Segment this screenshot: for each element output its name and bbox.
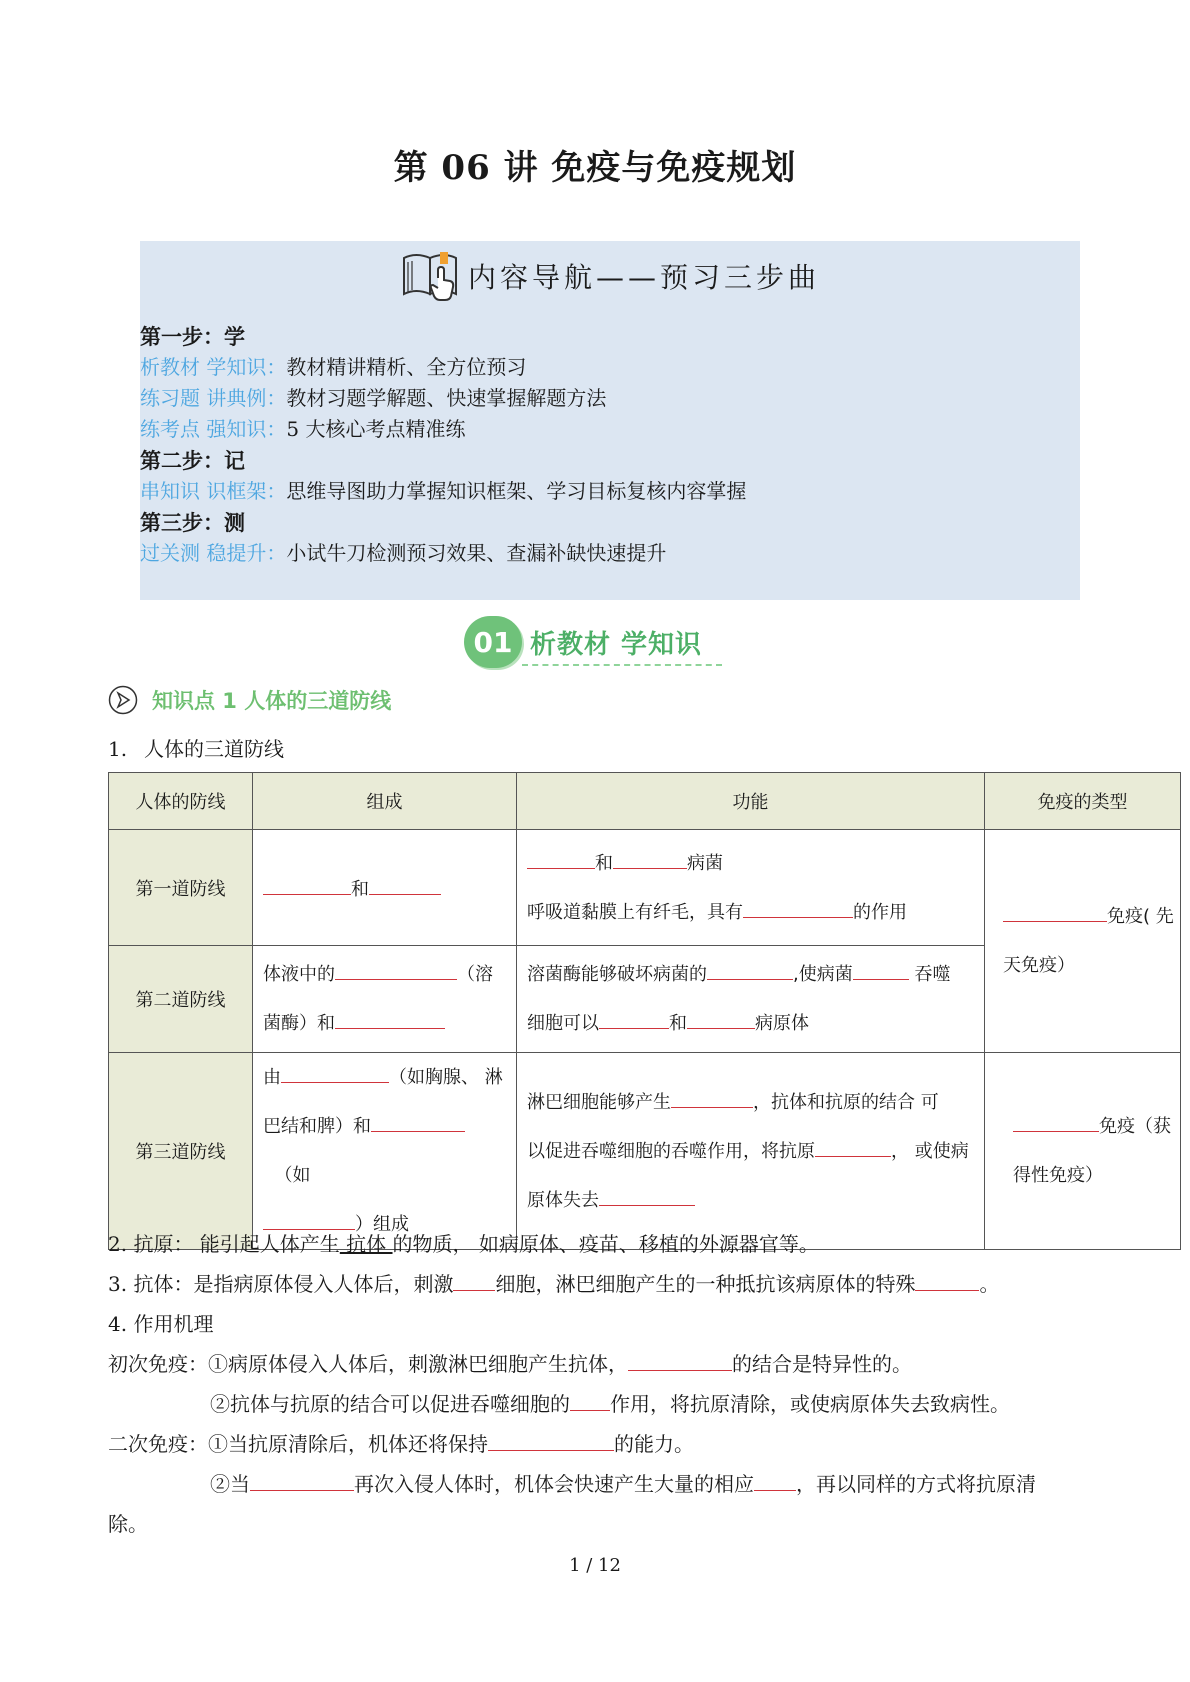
nav-item: 析教材 学知识：教材精讲精析、全方位预习 (140, 355, 527, 379)
table-cell: 溶菌酶能够破坏病菌的 ,使病菌 吞噬 细胞可以 和 病原体 (517, 946, 985, 1053)
section-banner (464, 614, 730, 670)
section-title: 析教材 学知识 (530, 629, 703, 660)
knowledge-point-title: 知识点 1 人体的三道防线 (152, 689, 392, 713)
fill-blank[interactable] (613, 849, 687, 869)
fill-blank[interactable] (754, 1469, 796, 1491)
fill-blank[interactable] (371, 1112, 465, 1132)
step-1-heading: 第一步：学 (140, 324, 245, 349)
table-row (109, 830, 1181, 946)
fill-blank[interactable] (369, 875, 441, 895)
nav-title: 内容导航——预习三步曲 (467, 261, 820, 294)
paragraph-antigen: 2. 抗原： 能引起人体产生 抗体 的物质， 如病原体、疫苗、移植的外源器官等。 (108, 1232, 819, 1256)
fill-blank[interactable] (335, 1009, 445, 1029)
nav-lines (140, 321, 746, 569)
page-number: 1 / 12 (569, 1555, 621, 1576)
knowledge-point-heading (108, 685, 391, 715)
arrow-circle-icon (108, 685, 138, 715)
step-2-heading: 第二步：记 (140, 448, 245, 473)
paragraph-primary-immunity: 初次免疫：①病原体侵入人体后，刺激淋巴细胞产生抗体， 的结合是特异性的。 (108, 1348, 912, 1377)
fill-blank[interactable] (570, 1389, 610, 1411)
fill-blank[interactable] (599, 1186, 695, 1206)
fill-blank[interactable] (599, 1009, 669, 1029)
paragraph-primary-immunity-2: ②抗体与抗原的结合可以促进吞噬细胞的 作用，将抗原清除，或使病原体失去致病性。 (210, 1388, 1010, 1417)
table-cell: 免疫（获 得性免疫） (985, 1053, 1181, 1250)
row-header: 第一道防线 (109, 830, 253, 946)
page-title: 第 06 讲 免疫与免疫规划 (393, 148, 797, 188)
paragraph-secondary-immunity: 二次免疫：①当抗原清除后，机体还将保持 的能力。 (108, 1428, 694, 1457)
content-navigation-box (140, 241, 1080, 600)
fill-blank[interactable] (671, 1088, 753, 1108)
table-cell: 体液中的 （溶 菌酶）和 (253, 946, 517, 1053)
table-cell: 由 （如胸腺、 淋 巴结和脾）和 （如 ）组成 (253, 1053, 517, 1250)
nav-header (140, 241, 1080, 311)
table-header-row (109, 773, 1181, 830)
fill-blank[interactable] (250, 1469, 354, 1491)
table-cell: 免疫( 先 天免疫） (985, 830, 1181, 1053)
fill-blank[interactable] (281, 1063, 389, 1083)
table-row (109, 1053, 1181, 1250)
column-header: 人体的防线 (109, 773, 253, 830)
row-header: 第二道防线 (109, 946, 253, 1053)
fill-blank[interactable] (488, 1429, 614, 1451)
fill-blank[interactable] (1003, 902, 1107, 922)
nav-item: 练考点 强知识：5 大核心考点精准练 (140, 417, 466, 441)
banner-divider (522, 664, 722, 666)
fill-blank[interactable] (853, 960, 909, 980)
paragraph-mechanism-heading: 4. 作用机理 (108, 1312, 214, 1336)
nav-item: 过关测 稳提升：小试牛刀检测预习效果、查漏补缺快速提升 (140, 541, 667, 565)
table-cell: 和 病菌 呼吸道黏膜上有纤毛，具有 的作用 (517, 830, 985, 946)
fill-blank[interactable] (915, 1269, 979, 1291)
defense-lines-table (108, 772, 1181, 1250)
fill-blank[interactable] (707, 960, 793, 980)
column-header: 组成 (253, 773, 517, 830)
fill-blank[interactable] (687, 1009, 755, 1029)
nav-item: 串知识 识框架：思维导图助力掌握知识框架、学习目标复核内容掌握 (140, 479, 747, 503)
column-header: 功能 (517, 773, 985, 830)
fill-blank[interactable] (453, 1269, 495, 1291)
paragraph-continuation: 除。 (108, 1512, 148, 1536)
table-cell: 和 (253, 830, 517, 946)
book-pointer-icon (400, 248, 462, 304)
item-1-heading: 1. 人体的三道防线 (108, 737, 284, 761)
table-cell: 淋巴细胞能够产生 ，抗体和抗原的结合 可 以促进吞噬细胞的吞噬作用，将抗原 ， 或使病 原体失去 (517, 1053, 985, 1250)
fill-blank[interactable] (815, 1137, 891, 1157)
paragraph-antibody: 3. 抗体：是指病原体侵入人体后，刺激 细胞，淋巴细胞产生的一种抵抗该病原体的特殊 。 (108, 1268, 999, 1297)
fill-blank[interactable] (628, 1349, 732, 1371)
nav-item: 练习题 讲典例：教材习题学解题、快速掌握解题方法 (140, 386, 607, 410)
paragraph-secondary-immunity-2: ②当 再次入侵人体时，机体会快速产生大量的相应 ，再以同样的方式将抗原清 (210, 1468, 1036, 1497)
section-number-badge: 01 (464, 616, 522, 668)
step-3-heading: 第三步：测 (140, 510, 245, 535)
column-header: 免疫的类型 (985, 773, 1181, 830)
fill-blank[interactable] (1013, 1112, 1099, 1132)
row-header: 第三道防线 (109, 1053, 253, 1250)
fill-blank[interactable] (527, 849, 595, 869)
fill-blank[interactable] (335, 960, 457, 980)
fill-blank[interactable] (743, 898, 853, 918)
fill-blank[interactable] (263, 875, 351, 895)
